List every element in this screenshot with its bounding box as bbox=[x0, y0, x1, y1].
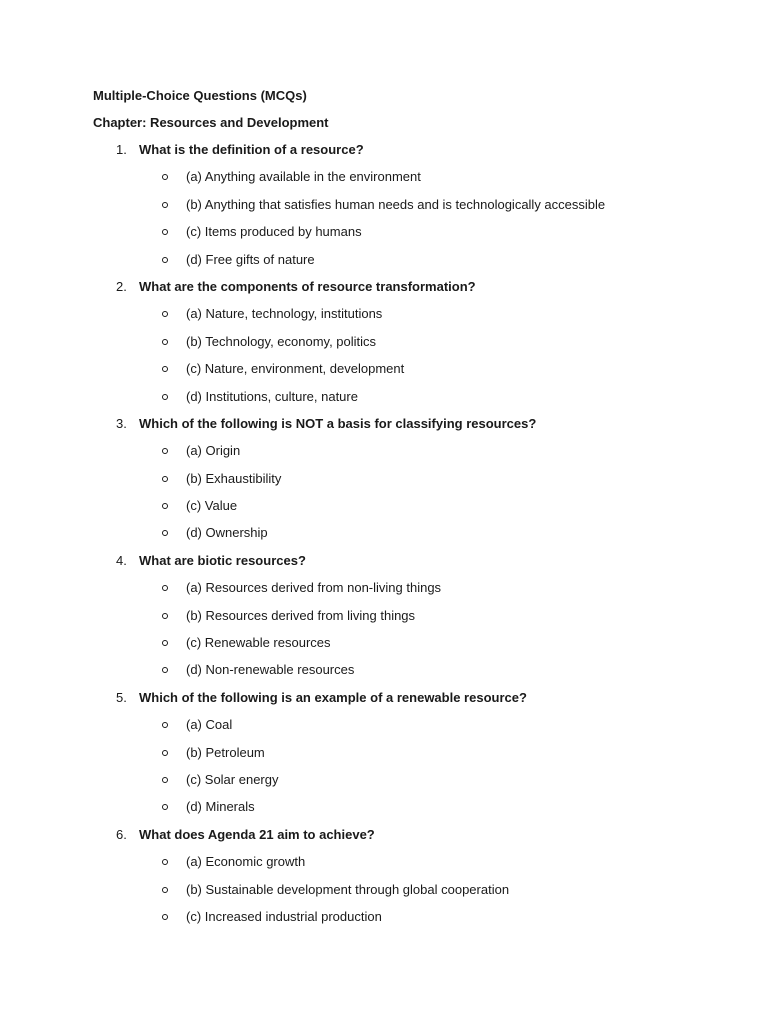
option-text: (c) Value bbox=[186, 498, 238, 514]
question-item bbox=[0, 416, 768, 443]
option-item bbox=[0, 334, 768, 361]
option-text: (c) Items produced by humans bbox=[186, 224, 362, 240]
hollow-circle-bullet-icon bbox=[162, 887, 168, 893]
option-text: (b) Technology, economy, politics bbox=[186, 333, 377, 349]
option-text: (c) Renewable resources bbox=[186, 635, 331, 651]
hollow-circle-bullet-icon bbox=[162, 174, 168, 180]
option-item bbox=[0, 745, 768, 772]
question-number: 4. bbox=[116, 552, 127, 568]
question-number: 6. bbox=[116, 826, 127, 842]
option-text: (d) Free gifts of nature bbox=[186, 251, 315, 267]
option-text: (a) Coal bbox=[186, 717, 233, 733]
hollow-circle-bullet-icon bbox=[162, 530, 168, 536]
hollow-circle-bullet-icon bbox=[162, 859, 168, 865]
option-item bbox=[0, 854, 768, 881]
hollow-circle-bullet-icon bbox=[162, 640, 168, 646]
option-text: (d) Institutions, culture, nature bbox=[186, 388, 358, 404]
question-item bbox=[0, 142, 768, 169]
hollow-circle-bullet-icon bbox=[162, 777, 168, 783]
option-item bbox=[0, 169, 768, 196]
option-item bbox=[0, 361, 768, 388]
hollow-circle-bullet-icon bbox=[162, 804, 168, 810]
question-text: What are biotic resources? bbox=[139, 552, 306, 568]
option-text: (a) Origin bbox=[186, 443, 241, 459]
question-item bbox=[0, 553, 768, 580]
option-item bbox=[0, 306, 768, 333]
option-text: (a) Resources derived from non-living things bbox=[186, 580, 442, 596]
option-text: (a) Economic growth bbox=[186, 854, 306, 870]
option-text: (a) Nature, technology, institutions bbox=[186, 306, 383, 322]
hollow-circle-bullet-icon bbox=[162, 476, 168, 482]
option-item bbox=[0, 224, 768, 251]
option-text: (c) Solar energy bbox=[186, 771, 279, 787]
option-item bbox=[0, 443, 768, 470]
question-number: 5. bbox=[116, 689, 127, 705]
hollow-circle-bullet-icon bbox=[162, 750, 168, 756]
question-item bbox=[0, 279, 768, 306]
hollow-circle-bullet-icon bbox=[162, 448, 168, 454]
question-list bbox=[0, 142, 768, 936]
question-text: Which of the following is an example of a renewable resource? bbox=[139, 689, 527, 705]
question-text: What are the components of resource transformation? bbox=[139, 278, 476, 294]
chapter-title: Chapter: Resources and Development bbox=[93, 115, 329, 130]
hollow-circle-bullet-icon bbox=[162, 394, 168, 400]
option-item bbox=[0, 580, 768, 607]
option-item bbox=[0, 525, 768, 552]
hollow-circle-bullet-icon bbox=[162, 311, 168, 317]
hollow-circle-bullet-icon bbox=[162, 914, 168, 920]
option-item bbox=[0, 799, 768, 826]
option-text: (d) Non-renewable resources bbox=[186, 662, 355, 678]
hollow-circle-bullet-icon bbox=[162, 229, 168, 235]
option-text: (b) Resources derived from living things bbox=[186, 607, 416, 623]
hollow-circle-bullet-icon bbox=[162, 613, 168, 619]
option-item bbox=[0, 717, 768, 744]
option-item bbox=[0, 389, 768, 416]
option-text: (c) Increased industrial production bbox=[186, 908, 382, 924]
document-title: Multiple-Choice Questions (MCQs) bbox=[93, 88, 307, 103]
option-item bbox=[0, 909, 768, 936]
option-item bbox=[0, 772, 768, 799]
hollow-circle-bullet-icon bbox=[162, 257, 168, 263]
option-text: (b) Exhaustibility bbox=[186, 470, 282, 486]
option-text: (d) Minerals bbox=[186, 799, 255, 815]
option-item bbox=[0, 882, 768, 909]
question-item bbox=[0, 690, 768, 717]
hollow-circle-bullet-icon bbox=[162, 339, 168, 345]
option-text: (d) Ownership bbox=[186, 525, 268, 541]
question-number: 3. bbox=[116, 415, 127, 431]
hollow-circle-bullet-icon bbox=[162, 202, 168, 208]
option-item bbox=[0, 252, 768, 279]
option-text: (a) Anything available in the environment bbox=[186, 169, 421, 185]
option-text: (b) Petroleum bbox=[186, 744, 265, 760]
question-text: What is the definition of a resource? bbox=[139, 142, 364, 157]
question-item bbox=[0, 827, 768, 854]
option-text: (b) Anything that satisfies human needs and is technologically accessible bbox=[186, 196, 606, 212]
option-item bbox=[0, 498, 768, 525]
question-text: Which of the following is NOT a basis for classifying resources? bbox=[139, 415, 537, 431]
option-item bbox=[0, 471, 768, 498]
hollow-circle-bullet-icon bbox=[162, 722, 168, 728]
option-text: (b) Sustainable development through global cooperation bbox=[186, 881, 510, 897]
option-item bbox=[0, 197, 768, 224]
option-item bbox=[0, 635, 768, 662]
hollow-circle-bullet-icon bbox=[162, 503, 168, 509]
option-text: (c) Nature, environment, development bbox=[186, 361, 405, 377]
option-item bbox=[0, 662, 768, 689]
hollow-circle-bullet-icon bbox=[162, 585, 168, 591]
hollow-circle-bullet-icon bbox=[162, 366, 168, 372]
hollow-circle-bullet-icon bbox=[162, 667, 168, 673]
question-text: What does Agenda 21 aim to achieve? bbox=[139, 826, 375, 842]
option-item bbox=[0, 608, 768, 635]
question-number: 2. bbox=[116, 278, 127, 294]
question-number: 1. bbox=[116, 142, 127, 157]
